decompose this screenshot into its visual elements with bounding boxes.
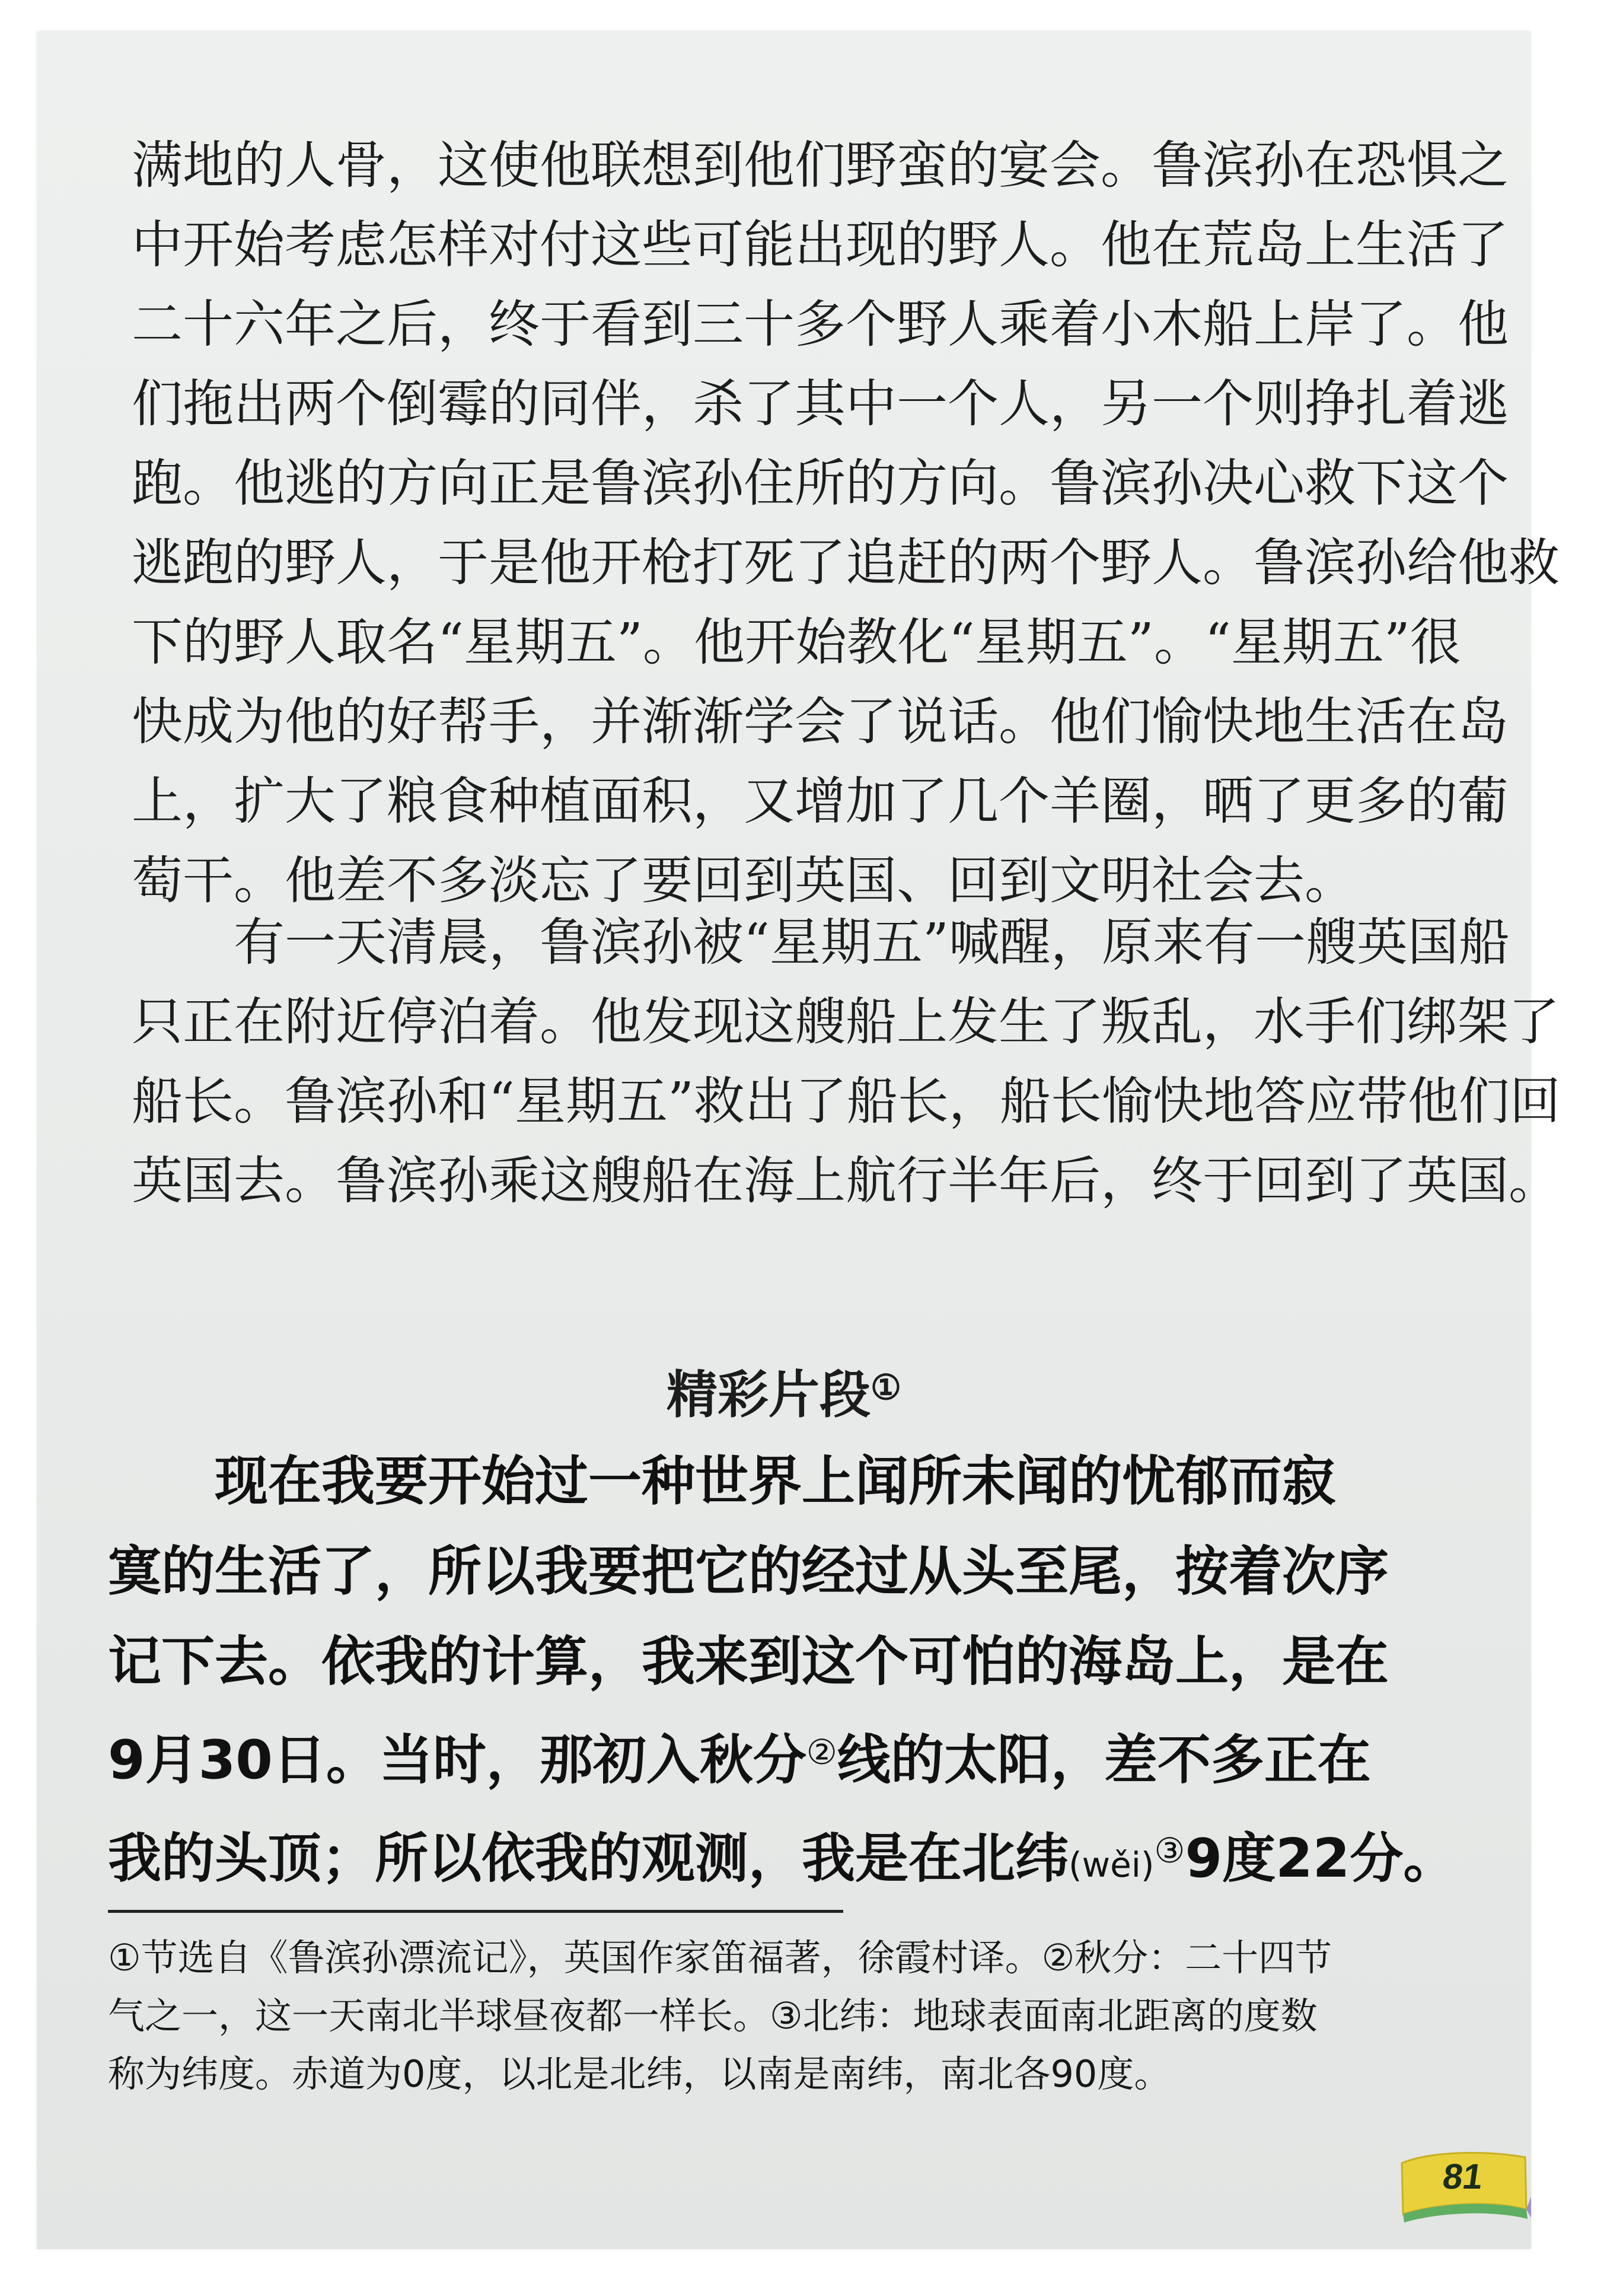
- text-line: 跑。他逃的方向正是鲁滨孙住所的方向。鲁滨孙决心救下这个: [132, 454, 1509, 513]
- excerpt-heading-text: 精彩片段: [667, 1365, 871, 1425]
- excerpt-text: 线的太阳，差不多正在: [837, 1729, 1371, 1791]
- footnote-line: 气之一，这一天南北半球昼夜都一样长。③北纬：地球表面南北距离的度数: [108, 1994, 1318, 2037]
- excerpt-line: 记下去。依我的计算，我来到这个可怕的海岛上，是在: [108, 1631, 1389, 1693]
- text-line: 逃跑的野人，于是他开枪打死了追赶的两个野人。鲁滨孙给他救: [132, 533, 1560, 593]
- footnotes: [108, 1929, 1472, 2103]
- excerpt-line: [108, 1805, 1472, 1910]
- footnote-divider: [108, 1910, 843, 1913]
- text-line: 只正在附近停泊着。他发现这艘船上发生了叛乱，水手们绑架了: [132, 992, 1560, 1052]
- footnote-mark: ③: [1154, 1830, 1185, 1871]
- excerpt-line: 寞的生活了，所以我要把它的经过从头至尾，按着次序: [108, 1540, 1389, 1603]
- excerpt-heading: [37, 1354, 1531, 1427]
- footnote-line: 称为纬度。赤道为0度，以北是北纬，以南是南纬，南北各90度。: [108, 2052, 1171, 2096]
- text-line: 英国去。鲁滨孙乘这艘船在海上航行半年后，终于回到了英国。: [132, 1151, 1560, 1211]
- text-line: 二十六年之后，终于看到三十多个野人乘着小木船上岸了。他: [132, 295, 1509, 354]
- text-line: 快成为他的好帮手，并渐渐学会了说话。他们愉快地生活在岛: [132, 692, 1509, 751]
- footnote-mark: ①: [871, 1367, 901, 1407]
- text-line: 下的野人取名“星期五”。他开始教化“星期五”。“星期五”很: [132, 613, 1461, 672]
- text-line: 有一天清晨，鲁滨孙被“星期五”喊醒，原来有一艘英国船: [132, 913, 1510, 972]
- text-line: 们拖出两个倒霉的同伴，杀了其中一个人，另一个则挣扎着逃: [132, 374, 1509, 434]
- text-line: 中开始考虑怎样对付这些可能出现的野人。他在荒岛上生活了: [132, 215, 1509, 275]
- excerpt-line: [108, 1707, 1472, 1805]
- book-page: [37, 31, 1561, 2249]
- excerpt-line: 现在我要开始过一种世界上闻所未闻的忧郁而寂: [108, 1450, 1335, 1512]
- page-number-badge: [1395, 2139, 1531, 2222]
- story-paragraph-2: [132, 903, 1561, 1221]
- excerpt-text: 9月30日。当时，那初入秋分: [108, 1729, 806, 1791]
- text-line: 上，扩大了粮食种植面积，又增加了几个羊圈，晒了更多的葡: [132, 772, 1509, 831]
- page-number: 81: [1440, 2157, 1486, 2196]
- text-line: 船长。鲁滨孙和“星期五”救出了船长，船长愉快地答应带他们回: [132, 1072, 1561, 1131]
- story-paragraph-1: [132, 126, 1560, 921]
- excerpt-text: 9度22分。: [1185, 1827, 1457, 1890]
- text-line: 满地的人骨，这使他联想到他们野蛮的宴会。鲁滨孙在恐惧之: [132, 136, 1509, 195]
- text-line-last: 萄干。他差不多淡忘了要回到英国、回到文明社会去。: [132, 851, 1356, 910]
- pinyin-annotation: (wěi): [1069, 1845, 1155, 1885]
- excerpt-text: 我的头顶；所以依我的观测，我是在北纬: [108, 1827, 1069, 1890]
- footnote-mark: ②: [806, 1732, 837, 1772]
- excerpt-paragraph: [108, 1437, 1472, 1910]
- footnote-line: ①节选自《鲁滨孙漂流记》，英国作家笛福著，徐霞村译。②秋分：二十四节: [108, 1936, 1332, 1979]
